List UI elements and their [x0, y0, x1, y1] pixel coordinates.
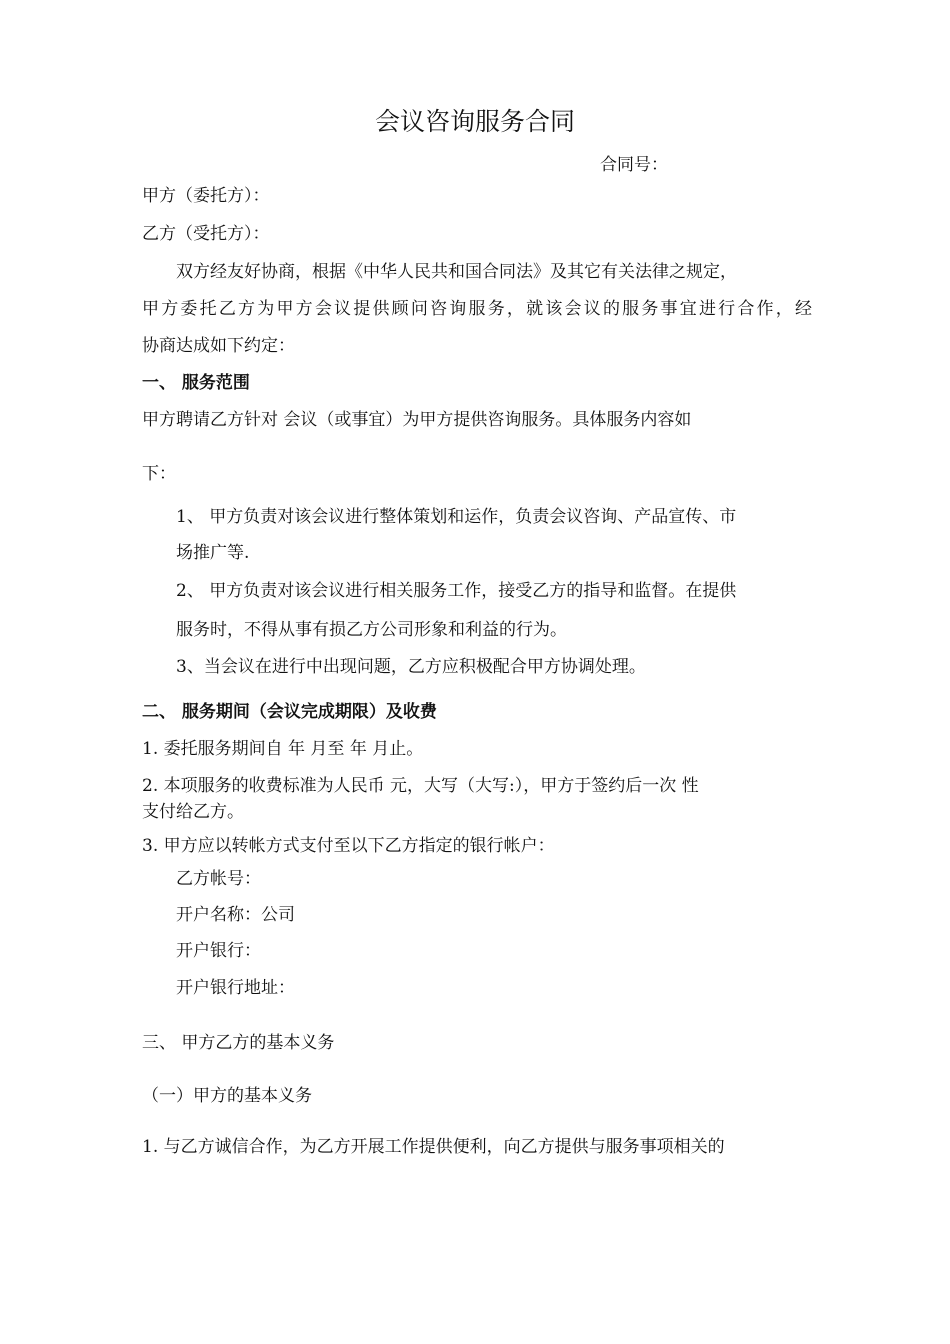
- fee-item-2: 2. 本项服务的收费标准为人民币 元，大写（大写:），甲方于签约后一次 性: [142, 776, 699, 796]
- payment-item-3: 3. 甲方应以转帐方式支付至以下乙方指定的银行帐户：: [142, 836, 555, 856]
- scope-intro-line: 甲方聘请乙方针对 会议（或事宜）为甲方提供咨询服务。具体服务内容如: [142, 410, 692, 430]
- contract-number-label: 合同号：: [600, 155, 668, 175]
- scope-item-3: 3、当会议在进行中出现问题，乙方应积极配合甲方协调处理。: [176, 657, 646, 677]
- obligation-item-1: 1. 与乙方诚信合作，为乙方开展工作提供便利，向乙方提供与服务事项相关的: [142, 1137, 725, 1157]
- document-title: 会议咨询服务合同: [374, 107, 575, 136]
- scope-item-2: 2、 甲方负责对该会议进行相关服务工作，接受乙方的指导和监督。在提供: [176, 581, 737, 601]
- fee-item-2-continuation: 支付给乙方。: [142, 802, 244, 822]
- account-name-label: 开户名称：公司: [176, 905, 295, 925]
- section-heading-scope: 一、 服务范围: [142, 373, 250, 393]
- subsection-party-a-obligations: （一）甲方的基本义务: [142, 1086, 312, 1106]
- bank-address-label: 开户银行地址：: [176, 978, 295, 998]
- section-heading-period-fees: 二、 服务期间（会议完成期限）及收费: [142, 702, 437, 722]
- party-b-label: 乙方（受托方）：: [142, 224, 270, 244]
- intro-paragraph-line: 协商达成如下约定：: [142, 336, 295, 356]
- bank-account-label: 乙方帐号：: [176, 869, 261, 889]
- scope-item-1-continuation: 场推广等.: [176, 543, 250, 563]
- scope-item-1: 1、 甲方负责对该会议进行整体策划和运作，负责会议咨询、产品宣传、市: [176, 507, 737, 527]
- intro-paragraph-line: 双方经友好协商，根据《中华人民共和国合同法》及其它有关法律之规定，: [176, 262, 737, 282]
- party-a-label: 甲方（委托方）：: [142, 186, 270, 206]
- scope-item-2-continuation: 服务时，不得从事有损乙方公司形象和利益的行为。: [176, 620, 567, 640]
- scope-intro-line: 下：: [142, 464, 176, 484]
- bank-name-label: 开户银行：: [176, 941, 261, 961]
- section-heading-obligations: 三、 甲方乙方的基本义务: [142, 1033, 335, 1053]
- period-item-1: 1. 委托服务期间自 年 月至 年 月止。: [142, 739, 424, 759]
- intro-paragraph-line: 甲方委托乙方为甲方会议提供顾问咨询服务，就该会议的服务事宜进行合作，经: [142, 299, 812, 319]
